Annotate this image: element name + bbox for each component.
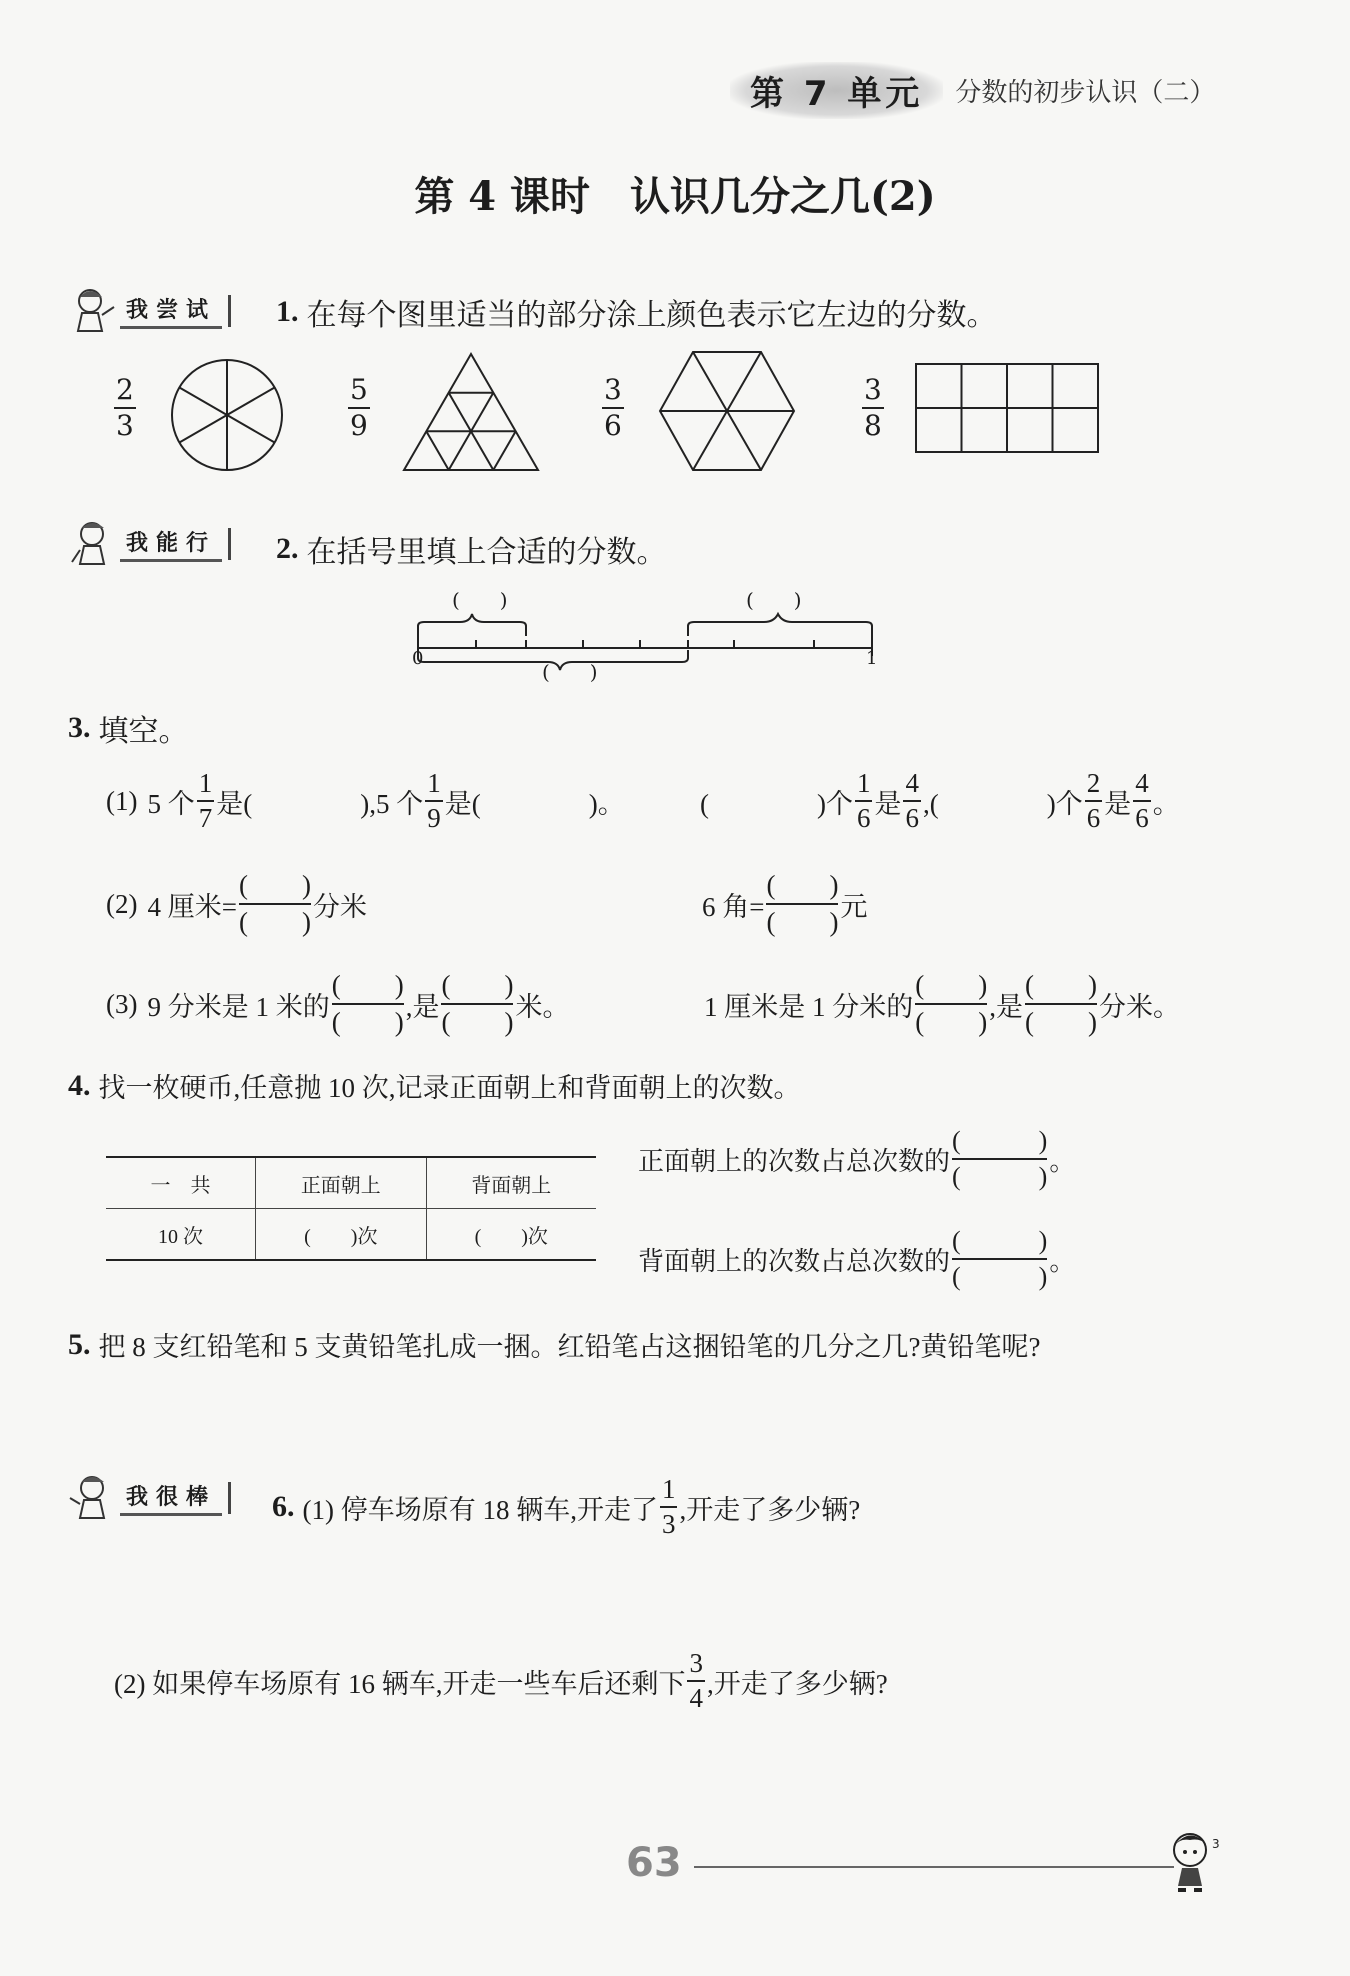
girl-mascot-icon	[68, 1472, 120, 1524]
q3-part2-right: 6 角= $\frac{( )}{( )}$ 元	[702, 870, 868, 937]
section-badge-great	[68, 1472, 245, 1524]
q3-instruction: 填空。	[98, 715, 189, 748]
fraction: $\frac{1}{7}$	[198, 768, 213, 833]
fraction: $\frac{1}{9}$	[427, 768, 441, 833]
fraction-blank[interactable]: $\frac{( )}{( )}$	[952, 1226, 1048, 1291]
fraction: $\frac{1}{6}$	[856, 768, 871, 833]
triangle-nine-parts[interactable]	[400, 350, 542, 474]
circle-six-parts[interactable]	[168, 356, 286, 474]
table-header: 正面朝上	[256, 1158, 426, 1209]
q6-part1: 6. (1) 停车场原有 18 辆车,开走了 $\frac{1}{3}$ ,开走了多少辆?	[272, 1474, 861, 1539]
q3-p1-blank-1[interactable]: 是( ),5 个	[216, 788, 424, 819]
q2-top-right-blank[interactable]: ( )	[746, 588, 802, 612]
section-label-try: 我尝试	[120, 293, 222, 329]
q3-part1: (1) 5 个 $\frac{1}{7}$ 是( ),5 个 $\frac{1}{9}$ 是( )。	[106, 768, 625, 833]
fraction-blank[interactable]: $\frac{( )}{( )}$	[952, 1126, 1048, 1191]
q3-title	[68, 706, 189, 750]
lesson-title: 第 4 课时 认识几分之几(2)	[414, 173, 936, 220]
boy-mascot-icon	[1160, 1828, 1230, 1900]
q6-part2: (2) 如果停车场原有 16 辆车,开走一些车后还剩下 $\frac{3}{4}$ ,开走了多少辆?	[114, 1648, 888, 1713]
fraction: $\frac{2}{6}$	[1086, 768, 1101, 833]
q4-instruction: 找一枚硬币,任意抛 10 次,记录正面朝上和背面朝上的次数。	[98, 1073, 801, 1103]
q4-title	[68, 1066, 801, 1105]
q3-p1-blank-2[interactable]: 是( )。	[444, 788, 625, 819]
q6-number: 6.	[272, 1490, 295, 1523]
q1-text	[276, 290, 997, 334]
fraction: $\frac{3}{4}$	[689, 1648, 703, 1713]
fraction: $\frac{1}{3}$	[661, 1474, 676, 1539]
q1-instruction: 在每个图里适当的部分涂上颜色表示它左边的分数。	[306, 299, 997, 332]
girl-mascot-icon	[68, 285, 120, 337]
section-label-can: 我能行	[120, 526, 222, 562]
q3-p3-label: (3)	[106, 988, 138, 1019]
page-number: 63	[626, 1840, 682, 1886]
q3-part3-right: 1 厘米是 1 分米的 $\frac{( )}{( )}$ ,是 $\frac{( )}{( )}$ 分米。	[704, 970, 1180, 1037]
q2-instruction: 在括号里填上合适的分数。	[306, 536, 667, 569]
q3-part2: (2) 4 厘米= $\frac{( )}{( )}$ 分米	[106, 870, 367, 937]
q2-label-zero: 0	[412, 648, 424, 669]
fraction: $\frac{4}{6}$	[905, 768, 919, 833]
q2-top-left-blank[interactable]: ( )	[452, 588, 508, 612]
fraction-blank[interactable]: $\frac{( )}{( )}$	[915, 970, 988, 1037]
table-cell-blank[interactable]: ( )次	[256, 1209, 426, 1260]
fraction-blank[interactable]: $\frac{( )}{( )}$	[766, 870, 839, 937]
footer-rule	[694, 1866, 1174, 1868]
q4-sentence-2: 背面朝上的次数占总次数的 $\frac{( )}{( )}$ 。	[638, 1226, 1076, 1291]
fraction-blank[interactable]: $\frac{( )}{( )}$	[238, 870, 311, 937]
unit-label: 第 7 单元	[730, 62, 943, 119]
hexagon-six-parts[interactable]	[656, 348, 798, 474]
table-header: 一 共	[106, 1158, 256, 1209]
coin-table-wrap	[106, 1156, 596, 1261]
q3-p1-blank-3[interactable]: ( )个	[700, 788, 853, 819]
q5-text	[68, 1325, 1040, 1364]
q1-number: 1.	[276, 295, 299, 328]
q1-fraction-2: $\frac{5}{9}$	[350, 373, 368, 442]
section-divider	[228, 1482, 231, 1514]
q1-fraction-1: $\frac{2}{3}$	[116, 373, 134, 442]
q4-sentence-1: 正面朝上的次数占总次数的 $\frac{( )}{( )}$ 。	[638, 1126, 1076, 1191]
section-divider	[228, 295, 231, 327]
q5-number: 5.	[68, 1327, 91, 1361]
coin-table	[106, 1158, 596, 1259]
q3-p2-label: (2)	[106, 888, 138, 919]
fraction-blank[interactable]: $\frac{( )}{( )}$	[331, 970, 404, 1037]
q2-label-one: 1	[866, 648, 878, 669]
fraction: $\frac{4}{6}$	[1135, 768, 1149, 833]
section-divider	[228, 528, 231, 560]
rectangle-eight-parts[interactable]	[914, 362, 1100, 454]
q2-number-line	[414, 610, 876, 674]
table-header-row	[106, 1158, 596, 1209]
q3-p1-blank-4[interactable]: ,( )个	[922, 788, 1083, 819]
section-badge-can	[68, 518, 245, 570]
section-label-great: 我很棒	[120, 1480, 222, 1516]
q3-p1-label: (1)	[106, 785, 138, 816]
unit-header	[730, 62, 1215, 119]
q3-part3: (3) 9 分米是 1 米的 $\frac{( )}{( )}$ ,是 $\frac{( )}{( )}$ 米。	[106, 970, 570, 1037]
fraction-blank[interactable]: $\frac{( )}{( )}$	[441, 970, 514, 1037]
table-row	[106, 1209, 596, 1260]
table-cell: 10 次	[106, 1209, 256, 1260]
q2-text	[276, 527, 667, 571]
q5-question: 把 8 支红铅笔和 5 支黄铅笔扎成一捆。红铅笔占这捆铅笔的几分之几?黄铅笔呢?	[98, 1332, 1041, 1362]
q3-part1-right: ( )个 $\frac{1}{6}$ 是 $\frac{4}{6}$ ,( )个 $\frac{2}{6}$ 是 $\frac{4}{6}$ 。	[700, 768, 1180, 833]
q1-fraction-3: $\frac{3}{6}$	[604, 373, 622, 442]
table-header: 背面朝上	[426, 1158, 596, 1209]
q1-fraction-4: $\frac{3}{8}$	[864, 373, 882, 442]
q2-number: 2.	[276, 532, 299, 565]
section-badge-try	[68, 285, 245, 337]
svg-text:3: 3	[1212, 1837, 1220, 1851]
fraction-blank[interactable]: $\frac{( )}{( )}$	[1024, 970, 1097, 1037]
girl-mascot-icon	[68, 518, 120, 570]
q4-number: 4.	[68, 1068, 91, 1102]
unit-topic: 分数的初步认识（二）	[955, 78, 1216, 108]
q3-number: 3.	[68, 711, 91, 744]
table-cell-blank[interactable]: ( )次	[426, 1209, 596, 1260]
q2-bottom-blank[interactable]: ( )	[542, 660, 598, 684]
